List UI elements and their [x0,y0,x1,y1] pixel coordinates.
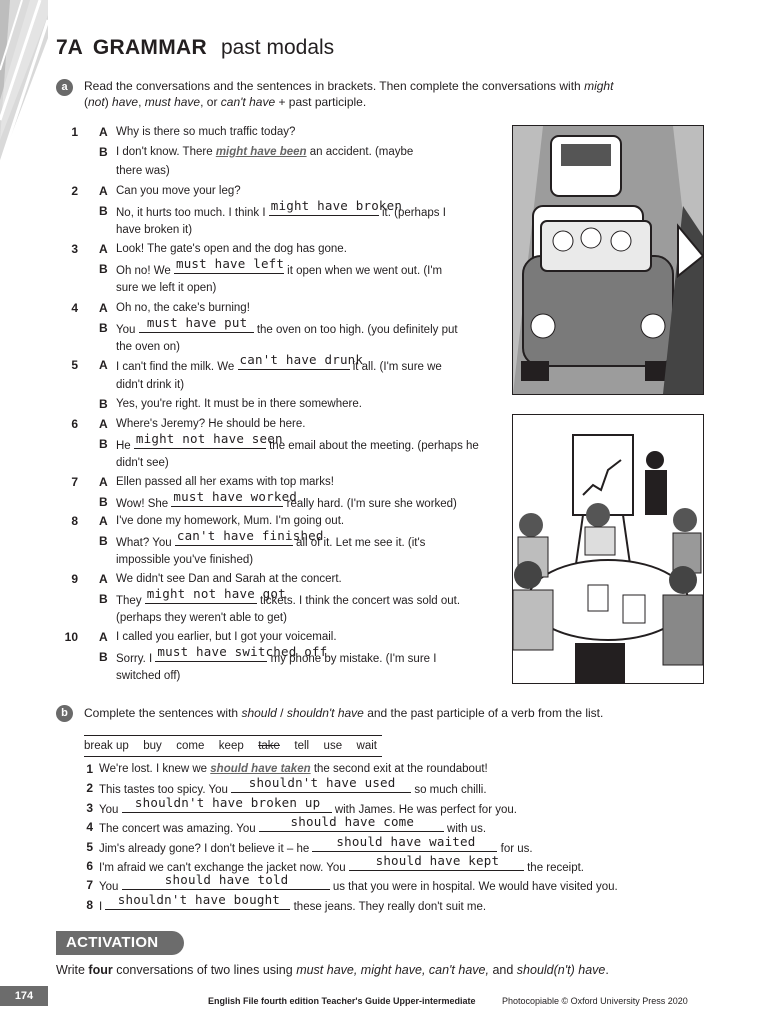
item-number: 3 [86,800,93,815]
page-title [56,36,334,60]
line-a: I called you earlier, but I got your voicemail. [116,631,337,643]
section-a-badge: a [56,79,73,96]
word-item: tell [294,740,310,752]
item-number: 4 [71,301,78,315]
line-a: Why is there so much traffic today? [116,126,296,138]
answer-blank [312,833,497,852]
line-b [116,488,457,511]
sentence-text: with us. [447,823,487,836]
handwritten-answer: shouldn't have bought [117,891,281,907]
answer-blank [134,430,283,449]
sentence-text: You [116,323,136,336]
handwritten-answer: should have kept [375,853,500,868]
item-number: 7 [71,475,78,489]
activation-label: ACTIVATION [56,931,184,955]
sentence-text: these jeans. They really don't suit me. [293,900,487,913]
sentence-line [99,762,488,776]
speaker-b: B [99,533,108,548]
line-b [116,527,426,550]
answer-blank [216,145,307,159]
speaker-b: B [99,203,108,218]
answer-blank [349,853,524,871]
sentence-text: the oven on too high. (you definitely put [256,323,458,336]
item-number: 5 [71,358,78,372]
sentence-text: it open when we went out. (I'm [287,264,443,277]
sentence-text: it. (perhaps I [381,206,446,219]
answer-blank [139,314,254,333]
sentence-line [99,891,487,914]
handwritten-answer: shouldn't have broken up [134,794,321,810]
speaker-a: A [99,514,108,528]
answer-blank [238,352,364,370]
sentence-text: He [116,439,131,452]
item-number: 4 [86,820,93,835]
word-item: break up [84,740,129,752]
line-b: Yes, you're right. It must be in there somewhere. [116,398,362,410]
handwritten-answer: shouldn't have used [248,775,396,791]
sentence-text: an accident. (maybe [309,145,414,158]
handwritten-answer: should have come [290,814,415,830]
sentence-text: Oh no! We [116,264,171,277]
handwritten-answer: can't have finished [176,527,324,543]
item-number: 10 [64,630,78,644]
page-number: 174 [0,986,48,1006]
word-item: wait [356,740,377,752]
sentence-text: it all. (I'm sure we [352,361,442,373]
section-name: GRAMMAR [92,36,207,59]
answer-blank [259,814,444,832]
item-number: 9 [71,572,78,586]
word-list [84,735,382,757]
answer-blank [231,775,411,793]
item-number: 1 [86,762,93,776]
sentence-text: You [99,803,119,816]
example-answer: might have been [215,145,307,158]
sentence-text: with James. He was perfect for you. [334,803,517,816]
sentence-text: Wow! She [116,497,169,510]
footer-copyright: Photocopiable © Oxford University Press 2020 [502,996,688,1006]
item-number: 6 [71,417,78,431]
item-number: 2 [71,184,78,198]
meeting-illustration [512,414,704,684]
item-number: 7 [86,878,93,893]
speaker-a: A [99,358,108,372]
speaker-b: B [99,494,108,509]
line-a: Look! The gate's open and the dog has gone. [116,243,347,255]
item-number: 8 [86,897,93,912]
speaker-b: B [99,397,108,411]
handwritten-answer: must have switched off [157,643,328,659]
speaker-a: A [99,242,108,256]
sentence-text: No, it hurts too much. I think I [116,206,266,219]
answer-blank [155,643,328,662]
answer-blank [145,585,286,604]
word-item: come [176,740,205,752]
speaker-a: A [99,572,108,586]
speaker-b: B [99,261,108,276]
line-a: I've done my homework, Mum. I'm going out. [116,515,345,527]
speaker-b: B [99,591,108,606]
section-b-badge: b [56,705,73,722]
activation-text: Write four conversations of two lines using must have, might have, can't have, and should(n't) have. [56,963,609,977]
lesson-code: 7A [56,36,83,59]
sentence-text: What? You [116,536,172,549]
corner-decoration [0,0,48,165]
speaker-a: A [99,630,108,644]
sentence-text: The concert was amazing. You [99,823,256,836]
speaker-a: A [99,184,108,198]
line-a: Oh no, the cake's burning! [116,302,250,314]
traffic-illustration [512,125,704,395]
line-b [116,585,461,608]
line-b-cont: didn't see) [116,457,169,469]
sentence-text: the second exit at the roundabout! [313,763,488,775]
line-b-cont: impossible you've finished) [116,554,254,566]
word-item: buy [143,740,162,752]
handwritten-answer: must have left [175,255,285,271]
sentence-text: You [99,881,119,894]
answer-blank [269,197,403,216]
section-a-instruction: Read the conversations and the sentences in brackets. Then complete the conversations with might (not) have, must have, or can't have + past participle. [84,79,614,109]
item-number: 8 [71,514,78,528]
line-a: Ellen passed all her exams with top marks! [116,476,334,488]
line-b-cont: sure we left it open) [116,282,217,294]
speaker-b: B [99,649,108,664]
answer-blank [171,488,298,507]
sentence-text: all of it. Let me see it. (it's [296,536,426,549]
item-number: 3 [71,242,78,256]
line-a: Where's Jeremy? He should be here. [116,418,306,430]
sentence-text: so much chilli. [414,784,487,797]
answer-blank [174,255,285,274]
line-b-cont: (perhaps they weren't able to get) [116,612,287,624]
line-b-cont: there was) [116,165,170,177]
handwritten-answer: must have worked [173,488,298,504]
sentence-text: my phone by mistake. (I'm sure I [270,652,437,665]
line-b [116,643,437,666]
sentence-text: I'm afraid we can't exchange the jacket now. You [99,862,346,874]
handwritten-answer: might not have got [146,585,286,601]
topic-name: past modals [220,36,335,59]
sentence-text: Jim's already gone? I don't believe it – he [99,842,310,855]
item-number: 5 [86,839,93,854]
line-a: Can you move your leg? [116,185,241,197]
sentence-text: the email about the meeting. (perhaps he [269,439,479,452]
handwritten-answer: might have broken [270,197,403,213]
word-item-used: take [258,740,280,752]
sentence-text: tickets. I think the concert was sold out. [259,594,461,607]
line-a: We didn't see Dan and Sarah at the concert. [116,573,342,585]
line-b-cont: have broken it) [116,224,193,236]
answer-blank [122,794,332,813]
handwritten-answer: might not have seen [135,430,283,446]
sentence-text: really hard. (I'm sure she worked) [286,497,457,510]
word-item: keep [218,740,244,752]
answer-blank [122,872,330,890]
sentence-text: They [116,594,142,607]
line-b [116,197,446,220]
speaker-b: B [99,320,108,335]
sentence-text: us that you were in hospital. We would have visited you. [332,881,618,894]
line-b-cont: the oven on) [116,341,180,353]
speaker-a: A [99,301,108,315]
line-b [116,255,443,278]
word-item: use [323,740,343,752]
section-b-instruction: Complete the sentences with should / shouldn't have and the past participle of a verb from the list. [84,706,604,720]
handwritten-answer: can't have drunk [239,352,364,367]
line-a-cont: didn't drink it) [116,378,185,391]
line-b [116,430,479,453]
line-a [116,352,442,374]
speaker-a: A [99,475,108,489]
item-number: 2 [86,781,93,796]
line-b [116,314,458,337]
item-number: 1 [71,125,78,139]
answer-blank [175,527,324,546]
sentence-text: the receipt. [527,862,585,874]
sentence-text: I [99,900,103,913]
speaker-b: B [99,144,108,159]
sentence-text: I don't know. There [116,145,213,158]
handwritten-answer: should have told [164,872,289,888]
answer-blank [105,891,290,910]
sentence-text: This tastes too spicy. You [99,784,228,797]
sentence-text: We're lost. I knew we [99,763,208,775]
line-b-cont: switched off) [116,670,181,682]
line-b [116,145,413,159]
speaker-a: A [99,125,108,139]
sentence-text: for us. [500,842,533,855]
answer-blank [210,762,310,776]
item-number: 6 [86,859,93,873]
handwritten-answer: must have put [146,314,248,330]
sentence-text: I can't find the milk. We [116,361,235,373]
sentence-text: Sorry. I [116,652,153,665]
speaker-a: A [99,417,108,431]
example-answer: should have taken [210,763,311,775]
footer-book-title: English File fourth edition Teacher's Guide Upper-intermediate [208,996,476,1006]
speaker-b: B [99,436,108,451]
handwritten-answer: should have waited [336,833,476,849]
